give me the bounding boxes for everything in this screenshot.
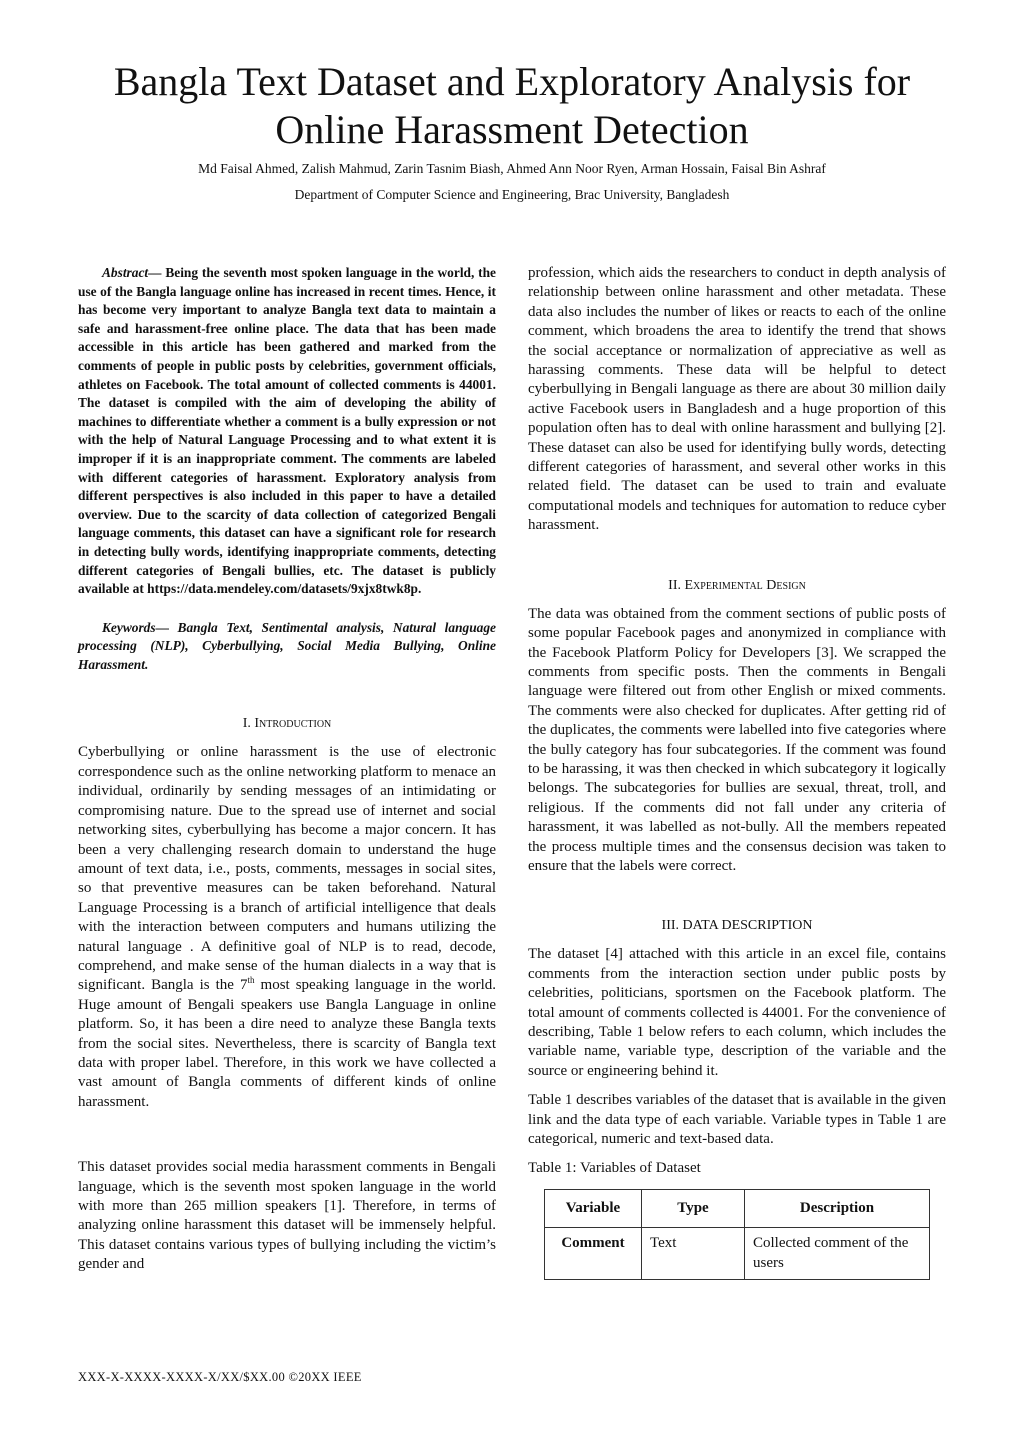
table-cell: Comment xyxy=(545,1228,642,1280)
table-header-cell: Description xyxy=(745,1189,930,1227)
section-number: I. xyxy=(242,716,251,732)
paper-title xyxy=(60,58,964,154)
table-header-cell: Type xyxy=(642,1189,745,1227)
keywords-text: Bangla Text, Sentimental analysis, Natural language processing (NLP), Cyberbullying, Social Media Bullying, Online Harassment. xyxy=(78,619,496,672)
experimental-paragraph: The data was obtained from the comment sections of public posts of some popular Facebook pages and anonymized in compliance with the Facebook Platform Policy for Developers [3]. We scrapped the comments from specific posts. Then the comments in Bengali language were filtered out from other English or mixed comments. The comments were also checked for duplicates. After getting rid of the duplicates, the comments were labelled into five categories where the bully category has four subcategories. If the comment was found to be harassing, it was then checked in which subcategory it logically belongs. The subcategories for bullies are sexual, threat, troll, and religious. If the comments did not fall under any criteria of harassment, it was labelled as not-bully. All the members repeated the process multiple times and the consensus decision was taken to ensure that the labels were correct. xyxy=(528,605,946,874)
section-title: Experimental Design xyxy=(684,577,806,593)
abstract-lead: Abstract— xyxy=(102,265,162,280)
keywords-lead: Keywords— xyxy=(102,619,169,635)
abstract xyxy=(78,264,496,599)
copyright-footer: XXX-X-XXXX-XXXX-X/XX/$XX.00 ©20XX IEEE xyxy=(78,1370,362,1384)
section-heading-introduction xyxy=(78,714,496,733)
table-cell: Collected comment of the users xyxy=(745,1228,930,1280)
table-caption: Table 1: Variables of Dataset xyxy=(528,1160,701,1177)
table-header-row xyxy=(545,1189,930,1227)
intro-paragraph-2: This dataset provides social media harassment comments in Bengali language, which is the seventh most spoken language in the world with more than 265 million speakers [1]. Therefore, in terms of analyzing online harassment this dataset will be immensely helpful. This dataset contains various types of bullying including the victim’s gender and xyxy=(78,1159,496,1273)
section-heading-experimental-design xyxy=(528,576,946,595)
right-column xyxy=(528,264,946,1280)
intro-text-a: Cyberbullying or online harassment is the use of electronic correspondence such as the online networking platform to menace an individual, ordinarily by sending messages of an intimidating or compromising nature. Due to the spread use of internet and social networking sites, cyberbullying has become a major concern. It has been a very challenging research domain to understand the huge amount of text data, i.e., posts, comments, messages in social sites, so that preventive measures can be taken beforehand. Natural Language Processing is a branch of artificial intelligence that deals with the interaction between computers and humans utilizing the natural language . A definitive goal of NLP is to read, decode, comprehend, and make sense of the human dialects in a way that is significant. Bangla is the 7 xyxy=(78,744,496,994)
variables-table xyxy=(544,1189,930,1280)
section-number: II. xyxy=(668,577,681,593)
table-cell: Text xyxy=(642,1228,745,1280)
intro-paragraph-continued: profession, which aids the researchers to conduct in depth analysis of relationship between online harassment and other metadata. These data also includes the number of likes or reacts to each of the online comment, which broadens the area to identify the trend that shows the social acceptance or normalization of appreciative as well as harassing comments. These data will be helpful to detect cyberbullying in Bengali language as there are about 30 million daily active Facebook users in Bangladesh and a huge proportion of this population often has to deal with online harassment and bullying [2]. These dataset can also be used for identifying bully words, detecting different categories of harassment, and several other works in this related field. The dataset can be used to train and evaluate computational models and techniques for automation to reduce cyber harassment. xyxy=(528,265,946,534)
author-list: Md Faisal Ahmed, Zalish Mahmud, Zarin Tasnim Biash, Ahmed Ann Noor Ryen, Arman Hossain, Faisal Bin Ashraf xyxy=(198,161,826,176)
section-title: Introduction xyxy=(254,716,332,732)
superscript: th xyxy=(247,975,255,986)
abstract-text: Being the seventh most spoken language in the world, the use of the Bangla language online has increased in recent times. Hence, it has become very important to analyze Bangla text data to maintain a safe and harassment-free online place. The data that has been made accessible in this article has been gathered and marked from the comments of people in public posts by celebrities, government officials, athletes on Facebook. The total amount of collected comments is 44001. The dataset is compiled with the aim of developing the ability of machines to differentiate whether a comment is a bully expression or not with the help of Natural Language Processing and to what extent it is improper if it is an inappropriate comment. The comments are labeled with different categories of harassment. Exploratory analysis from different perspectives is also included in this paper to have a detailed overview. Due to the scarcity of data collection of categorized Bengali language comments, this dataset can have a significant role for research in detecting bully words, identifying inappropriate comments, detecting different categories of Bengali bullies, etc. The dataset is publicly available at https://data.mendeley.com/datasets/9xjx8twk8p. xyxy=(78,265,496,597)
table-row xyxy=(545,1228,930,1280)
intro-text-b: most speaking language in the world. Huge amount of Bengali speakers use Bangla Language in online platform. So, it has been a dire need to analyze these Bangla texts from the social sites. Nevertheless, there is scarcity of Bangla text data with proper label. Therefore, in this work we have collected a vast amount of Bangla comments of different kinds of online harassment. xyxy=(78,977,497,1110)
section-heading-data-description: III. DATA DESCRIPTION xyxy=(661,918,813,934)
data-paragraph-2: Table 1 describes variables of the dataset that is available in the given link and the data type of each variable. Variable types in Table 1 are categorical, numeric and text-based data. xyxy=(528,1092,946,1148)
title-line-2: Online Harassment Detection xyxy=(275,107,749,152)
title-line-1: Bangla Text Dataset and Exploratory Analysis for xyxy=(113,59,911,104)
affiliation: Department of Computer Science and Engineering, Brac University, Bangladesh xyxy=(294,187,730,202)
table-header-cell: Variable xyxy=(545,1189,642,1227)
left-column xyxy=(78,264,496,1275)
data-paragraph-1: The dataset [4] attached with this article in an excel file, contains comments from the interaction section under public posts by celebrities, politicians, sportsmen on the Facebook platform. The total amount of comments collected is 44001. For the convenience of describing, Table 1 below refers to each column, which includes the variable name, variable type, description of the variable and the source or engineering behind it. xyxy=(528,946,946,1079)
keywords xyxy=(78,619,496,675)
intro-paragraph-1 xyxy=(78,743,496,1112)
